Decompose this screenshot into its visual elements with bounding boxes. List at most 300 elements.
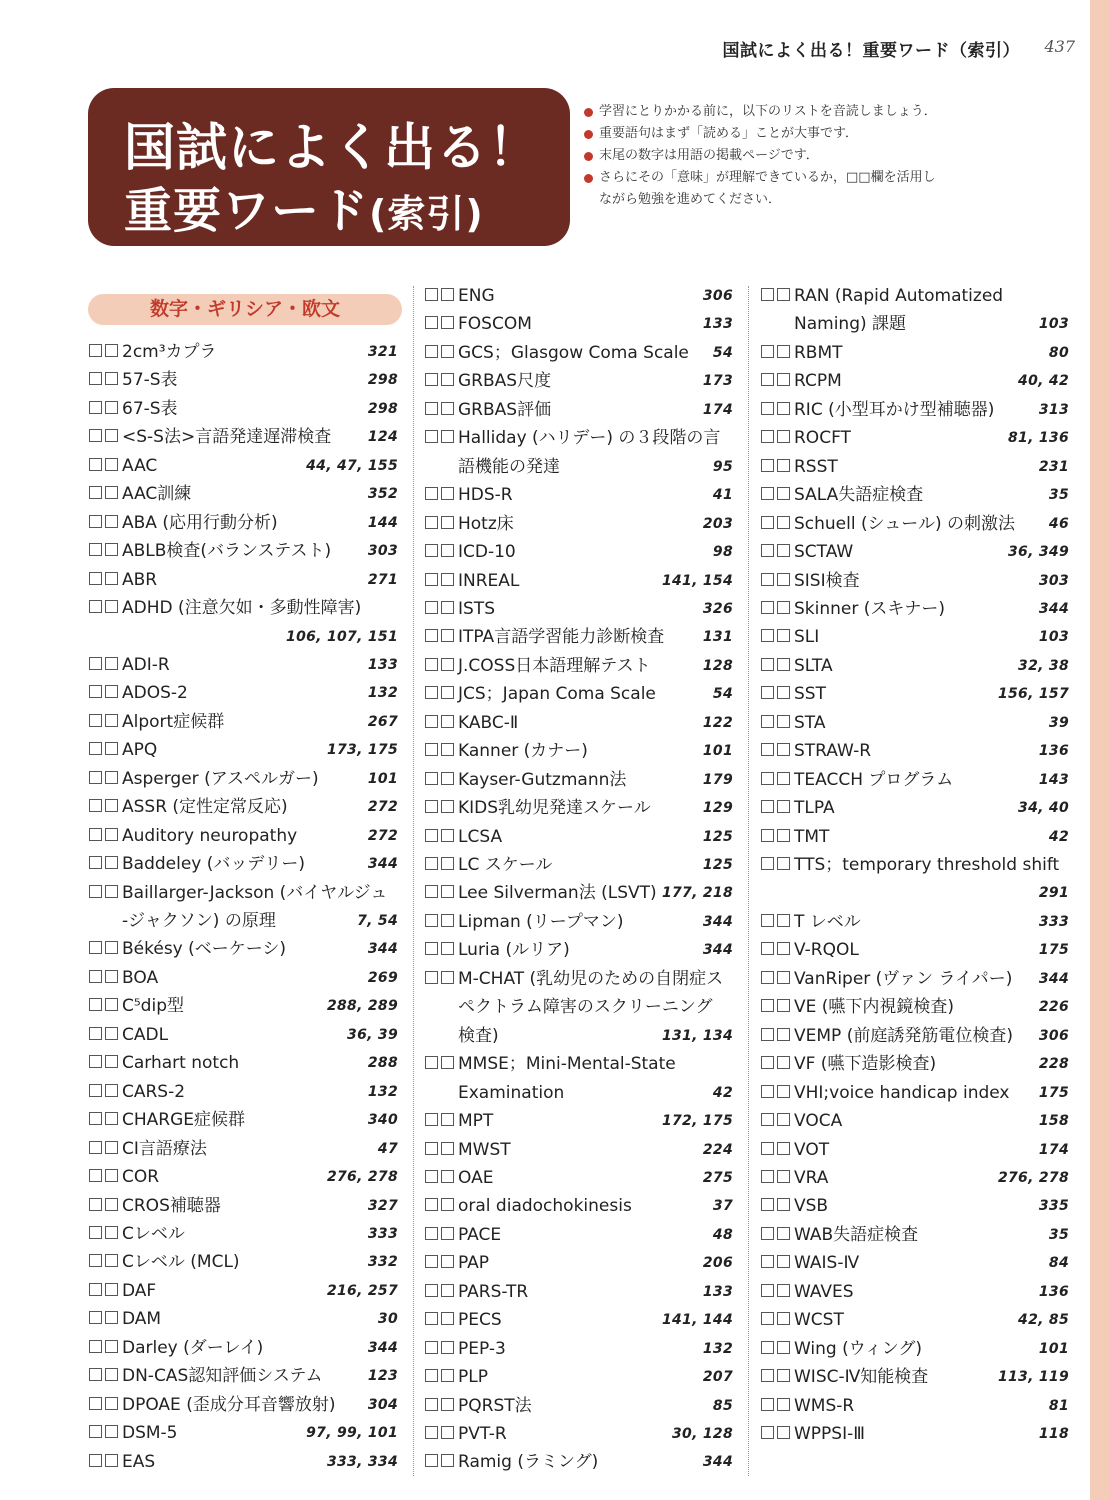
checkbox[interactable] (777, 942, 790, 955)
checkbox[interactable] (89, 344, 102, 357)
checkbox[interactable] (105, 799, 118, 812)
index-entry (88, 964, 398, 992)
checkbox[interactable] (777, 1142, 790, 1155)
checkbox[interactable] (761, 772, 774, 785)
checkbox-pair (88, 572, 122, 588)
checkbox[interactable] (761, 573, 774, 586)
entry-pages: 125 (702, 828, 733, 845)
checkbox[interactable] (441, 345, 454, 358)
entry-pages: 144 (367, 514, 398, 531)
checkbox[interactable] (105, 771, 118, 784)
checkbox[interactable] (105, 685, 118, 698)
checkbox[interactable] (105, 515, 118, 528)
checkbox[interactable] (425, 1454, 438, 1467)
checkbox[interactable] (777, 573, 790, 586)
checkbox[interactable] (441, 971, 454, 984)
checkbox[interactable] (89, 1368, 102, 1381)
checkbox[interactable] (105, 998, 118, 1011)
entry-term: STRAW-R (794, 741, 872, 762)
checkbox[interactable] (105, 1311, 118, 1324)
entry-pages: 226 (1038, 999, 1069, 1016)
entry-pages: 344 (702, 1454, 733, 1471)
checkbox[interactable] (425, 885, 438, 898)
checkbox[interactable] (761, 1312, 774, 1325)
checkbox[interactable] (425, 1426, 438, 1439)
index-entry (424, 823, 733, 851)
checkbox[interactable] (89, 1226, 102, 1239)
index-entry (88, 566, 398, 594)
entry-term: VF (嚥下造影検査) (794, 1054, 937, 1075)
entry-pages: 344 (702, 942, 733, 959)
checkbox[interactable] (441, 885, 454, 898)
entry-term: Kayser-Gutzmann法 (458, 769, 627, 790)
checkbox[interactable] (105, 1112, 118, 1125)
checkbox[interactable] (441, 1113, 454, 1126)
checkbox[interactable] (761, 1284, 774, 1297)
checkbox[interactable] (761, 1170, 774, 1183)
checkbox[interactable] (777, 373, 790, 386)
checkbox[interactable] (425, 1255, 438, 1268)
checkbox[interactable] (425, 601, 438, 614)
checkbox[interactable] (89, 998, 102, 1011)
checkbox[interactable] (105, 1283, 118, 1296)
checkbox[interactable] (761, 601, 774, 614)
checkbox[interactable] (425, 772, 438, 785)
entry-term: Baillarger-Jackson (バイヤルジュ (122, 882, 388, 903)
checkbox[interactable] (761, 1028, 774, 1041)
checkbox[interactable] (89, 856, 102, 869)
checkbox[interactable] (105, 458, 118, 471)
checkbox[interactable] (105, 856, 118, 869)
checkbox[interactable] (761, 942, 774, 955)
checkbox[interactable] (105, 1169, 118, 1182)
checkbox[interactable] (425, 316, 438, 329)
entry-pages: 42 (1048, 828, 1069, 845)
checkbox[interactable] (441, 1454, 454, 1467)
checkbox[interactable] (89, 970, 102, 983)
checkbox-pair (88, 1027, 122, 1043)
checkbox[interactable] (441, 1312, 454, 1325)
checkbox[interactable] (777, 402, 790, 415)
checkbox[interactable] (89, 1254, 102, 1267)
checkbox[interactable] (761, 629, 774, 642)
checkbox[interactable] (425, 1398, 438, 1411)
checkbox[interactable] (441, 658, 454, 671)
checkbox[interactable] (777, 459, 790, 472)
checkbox[interactable] (105, 1055, 118, 1068)
checkbox[interactable] (777, 1085, 790, 1098)
checkbox-pair (424, 1398, 458, 1414)
entry-pages: 275 (702, 1169, 733, 1186)
checkbox[interactable] (89, 515, 102, 528)
checkbox[interactable] (441, 743, 454, 756)
checkbox[interactable] (105, 1368, 118, 1381)
checkbox[interactable] (425, 487, 438, 500)
checkbox[interactable] (441, 629, 454, 642)
checkbox[interactable] (777, 516, 790, 529)
checkbox[interactable] (777, 1398, 790, 1411)
checkbox[interactable] (761, 459, 774, 472)
checkbox[interactable] (105, 401, 118, 414)
checkbox[interactable] (441, 573, 454, 586)
checkbox[interactable] (425, 658, 438, 671)
index-entry (760, 1164, 1069, 1192)
entry-term: JCS；Japan Coma Scale (458, 684, 656, 705)
index-entry (760, 538, 1069, 566)
checkbox[interactable] (425, 1170, 438, 1183)
checkbox[interactable] (761, 487, 774, 500)
checkbox[interactable] (441, 686, 454, 699)
entry-term: CI言語療法 (122, 1138, 207, 1159)
checkbox[interactable] (777, 914, 790, 927)
checkbox[interactable] (441, 1284, 454, 1297)
checkbox[interactable] (105, 572, 118, 585)
index-entry (760, 993, 1069, 1021)
checkbox[interactable] (89, 1027, 102, 1040)
checkbox[interactable] (777, 1312, 790, 1325)
entry-term: MMSE；Mini-Mental-State (458, 1054, 676, 1075)
checkbox-pair (760, 1426, 794, 1442)
checkbox[interactable] (425, 1341, 438, 1354)
entry-term: V-RQOL (794, 940, 859, 961)
checkbox[interactable] (777, 999, 790, 1012)
index-entry (424, 424, 733, 452)
checkbox[interactable] (89, 1055, 102, 1068)
checkbox[interactable] (425, 715, 438, 728)
checkbox[interactable] (89, 771, 102, 784)
checkbox[interactable] (89, 1397, 102, 1410)
index-entry (424, 1022, 733, 1050)
checkbox[interactable] (761, 999, 774, 1012)
entry-pages: 344 (1038, 970, 1069, 987)
checkbox[interactable] (89, 941, 102, 954)
checkbox[interactable] (761, 544, 774, 557)
checkbox[interactable] (425, 1113, 438, 1126)
checkbox-pair (760, 1028, 794, 1044)
checkbox[interactable] (761, 288, 774, 301)
checkbox[interactable] (761, 914, 774, 927)
checkbox[interactable] (89, 572, 102, 585)
entry-pages: 172, 175 (661, 1113, 733, 1130)
index-entry (424, 567, 733, 595)
checkbox[interactable] (761, 971, 774, 984)
checkbox[interactable] (105, 543, 118, 556)
checkbox[interactable] (777, 800, 790, 813)
index-entry (88, 1448, 398, 1476)
checkbox[interactable] (441, 1198, 454, 1211)
checkbox[interactable] (89, 543, 102, 556)
checkbox-pair (424, 715, 458, 731)
checkbox[interactable] (89, 885, 102, 898)
checkbox[interactable] (761, 800, 774, 813)
checkbox[interactable] (761, 658, 774, 671)
checkbox[interactable] (89, 799, 102, 812)
checkbox[interactable] (441, 1398, 454, 1411)
index-entry (424, 1335, 733, 1363)
checkbox[interactable] (761, 1056, 774, 1069)
checkbox[interactable] (777, 829, 790, 842)
checkbox[interactable] (89, 714, 102, 727)
checkbox[interactable] (105, 941, 118, 954)
checkbox[interactable] (761, 1255, 774, 1268)
checkbox[interactable] (441, 316, 454, 329)
checkbox[interactable] (777, 1255, 790, 1268)
checkbox[interactable] (441, 487, 454, 500)
checkbox[interactable] (89, 742, 102, 755)
checkbox[interactable] (441, 857, 454, 870)
checkbox[interactable] (777, 430, 790, 443)
checkbox[interactable] (105, 714, 118, 727)
index-entry (424, 538, 733, 566)
index-entry (88, 1106, 398, 1134)
checkbox[interactable] (761, 516, 774, 529)
checkbox[interactable] (761, 829, 774, 842)
checkbox[interactable] (105, 970, 118, 983)
index-entry (760, 879, 1069, 907)
checkbox[interactable] (441, 516, 454, 529)
checkbox[interactable] (777, 1056, 790, 1069)
checkbox[interactable] (777, 686, 790, 699)
checkbox[interactable] (89, 1198, 102, 1211)
checkbox[interactable] (441, 1227, 454, 1240)
checkbox[interactable] (777, 772, 790, 785)
entry-term: Carhart notch (122, 1053, 240, 1074)
checkbox[interactable] (89, 1112, 102, 1125)
checkbox[interactable] (441, 430, 454, 443)
entry-pages: 177, 218 (661, 885, 733, 902)
checkbox[interactable] (425, 1369, 438, 1382)
index-entry (88, 651, 398, 679)
checkbox[interactable] (105, 1198, 118, 1211)
checkbox[interactable] (777, 1198, 790, 1211)
checkbox[interactable] (425, 1284, 438, 1297)
entry-pages: 124 (367, 429, 398, 446)
checkbox[interactable] (105, 1141, 118, 1154)
checkbox[interactable] (89, 486, 102, 499)
checkbox[interactable] (89, 1454, 102, 1467)
checkbox[interactable] (441, 288, 454, 301)
checkbox-pair (760, 1284, 794, 1300)
checkbox[interactable] (105, 1027, 118, 1040)
checkbox[interactable] (761, 1398, 774, 1411)
checkbox[interactable] (777, 487, 790, 500)
checkbox[interactable] (777, 971, 790, 984)
checkbox[interactable] (89, 1141, 102, 1154)
entry-term: Schuell (シュール) の刺激法 (794, 513, 1015, 534)
checkbox[interactable] (425, 516, 438, 529)
checkbox[interactable] (777, 715, 790, 728)
checkbox[interactable] (425, 544, 438, 557)
entry-pages: 133 (702, 316, 733, 333)
checkbox[interactable] (425, 1198, 438, 1211)
checkbox[interactable] (761, 373, 774, 386)
checkbox[interactable] (441, 829, 454, 842)
checkbox[interactable] (425, 743, 438, 756)
index-entry (760, 481, 1069, 509)
checkbox[interactable] (105, 828, 118, 841)
entry-pages: 333 (1038, 913, 1069, 930)
checkbox[interactable] (89, 828, 102, 841)
checkbox[interactable] (761, 1369, 774, 1382)
checkbox-pair (424, 1312, 458, 1328)
checkbox[interactable] (441, 715, 454, 728)
checkbox[interactable] (441, 544, 454, 557)
checkbox[interactable] (441, 942, 454, 955)
checkbox[interactable] (105, 657, 118, 670)
checkbox[interactable] (777, 1284, 790, 1297)
entry-pages: 335 (1038, 1198, 1069, 1215)
checkbox[interactable] (777, 1113, 790, 1126)
checkbox[interactable] (441, 1369, 454, 1382)
checkbox[interactable] (761, 1142, 774, 1155)
checkbox[interactable] (425, 1142, 438, 1155)
checkbox[interactable] (777, 1028, 790, 1041)
checkbox[interactable] (105, 1084, 118, 1097)
checkbox[interactable] (425, 402, 438, 415)
checkbox[interactable] (777, 1227, 790, 1240)
checkbox[interactable] (441, 1341, 454, 1354)
checkbox[interactable] (89, 458, 102, 471)
checkbox[interactable] (105, 1397, 118, 1410)
checkbox[interactable] (761, 430, 774, 443)
checkbox[interactable] (89, 1283, 102, 1296)
checkbox[interactable] (777, 1341, 790, 1354)
checkbox[interactable] (425, 942, 438, 955)
index-entry (88, 1419, 398, 1447)
entry-term: DN-CAS認知評価システム (122, 1366, 323, 1387)
checkbox[interactable] (105, 372, 118, 385)
checkbox[interactable] (761, 1426, 774, 1439)
checkbox[interactable] (761, 345, 774, 358)
checkbox[interactable] (441, 1426, 454, 1439)
checkbox[interactable] (761, 1085, 774, 1098)
checkbox[interactable] (105, 1226, 118, 1239)
checkbox[interactable] (761, 686, 774, 699)
checkbox[interactable] (89, 1340, 102, 1353)
checkbox[interactable] (441, 1142, 454, 1155)
checkbox[interactable] (777, 857, 790, 870)
checkbox[interactable] (425, 1227, 438, 1240)
entry-term: WAB失語症検査 (794, 1224, 919, 1245)
index-entry (424, 709, 733, 737)
checkbox[interactable] (441, 772, 454, 785)
checkbox[interactable] (777, 658, 790, 671)
checkbox[interactable] (105, 1454, 118, 1467)
checkbox[interactable] (425, 288, 438, 301)
entry-term: APQ (122, 740, 158, 761)
checkbox[interactable] (441, 1170, 454, 1183)
checkbox[interactable] (777, 1170, 790, 1183)
checkbox[interactable] (761, 743, 774, 756)
checkbox[interactable] (105, 1425, 118, 1438)
checkbox[interactable] (425, 829, 438, 842)
entry-term: Hotz床 (458, 513, 514, 534)
entry-term: WMS-R (794, 1395, 855, 1416)
index-entry (760, 1306, 1069, 1334)
checkbox[interactable] (441, 1255, 454, 1268)
checkbox[interactable] (105, 885, 118, 898)
checkbox-pair (88, 1254, 122, 1270)
checkbox[interactable] (89, 1311, 102, 1324)
checkbox[interactable] (441, 914, 454, 927)
entry-term: MWST (458, 1139, 511, 1160)
checkbox[interactable] (89, 1169, 102, 1182)
checkbox[interactable] (425, 914, 438, 927)
checkbox[interactable] (105, 600, 118, 613)
checkbox[interactable] (441, 800, 454, 813)
entry-pages: 118 (1038, 1426, 1069, 1442)
checkbox-pair (424, 345, 458, 361)
checkbox[interactable] (425, 629, 438, 642)
checkbox[interactable] (89, 600, 102, 613)
checkbox[interactable] (761, 1113, 774, 1126)
checkbox[interactable] (105, 344, 118, 357)
checkbox[interactable] (761, 1341, 774, 1354)
checkbox[interactable] (105, 429, 118, 442)
checkbox[interactable] (441, 601, 454, 614)
checkbox[interactable] (105, 1340, 118, 1353)
checkbox[interactable] (89, 1084, 102, 1097)
checkbox[interactable] (777, 1426, 790, 1439)
checkbox[interactable] (761, 1227, 774, 1240)
checkbox[interactable] (777, 1369, 790, 1382)
checkbox[interactable] (425, 1056, 438, 1069)
entry-term: Naming) 課題 (794, 314, 907, 335)
entry-term: HDS-R (458, 485, 513, 506)
entry-term: VSB (794, 1196, 829, 1217)
checkbox[interactable] (89, 1425, 102, 1438)
checkbox[interactable] (441, 373, 454, 386)
checkbox[interactable] (89, 429, 102, 442)
checkbox-pair (760, 971, 794, 987)
entry-pages: 306 (702, 288, 733, 304)
checkbox[interactable] (441, 402, 454, 415)
checkbox[interactable] (761, 402, 774, 415)
checkbox[interactable] (425, 430, 438, 443)
checkbox[interactable] (777, 544, 790, 557)
checkbox[interactable] (441, 1056, 454, 1069)
checkbox[interactable] (425, 573, 438, 586)
checkbox[interactable] (105, 1254, 118, 1267)
checkbox[interactable] (425, 373, 438, 386)
checkbox[interactable] (777, 743, 790, 756)
checkbox[interactable] (105, 486, 118, 499)
checkbox[interactable] (425, 686, 438, 699)
checkbox[interactable] (777, 629, 790, 642)
checkbox[interactable] (761, 715, 774, 728)
entry-pages: 326 (702, 600, 733, 617)
checkbox[interactable] (777, 288, 790, 301)
checkbox[interactable] (89, 685, 102, 698)
checkbox[interactable] (761, 1198, 774, 1211)
checkbox[interactable] (425, 857, 438, 870)
checkbox[interactable] (89, 401, 102, 414)
checkbox[interactable] (105, 742, 118, 755)
running-head (640, 36, 1080, 60)
checkbox[interactable] (777, 345, 790, 358)
checkbox-pair (88, 515, 122, 531)
checkbox-pair (760, 1056, 794, 1072)
checkbox[interactable] (425, 345, 438, 358)
checkbox[interactable] (425, 971, 438, 984)
checkbox[interactable] (89, 372, 102, 385)
checkbox[interactable] (425, 1312, 438, 1325)
checkbox[interactable] (89, 657, 102, 670)
checkbox[interactable] (777, 601, 790, 614)
checkbox[interactable] (425, 800, 438, 813)
checkbox[interactable] (761, 857, 774, 870)
entry-term: DPOAE (歪成分耳音響放射) (122, 1394, 336, 1415)
